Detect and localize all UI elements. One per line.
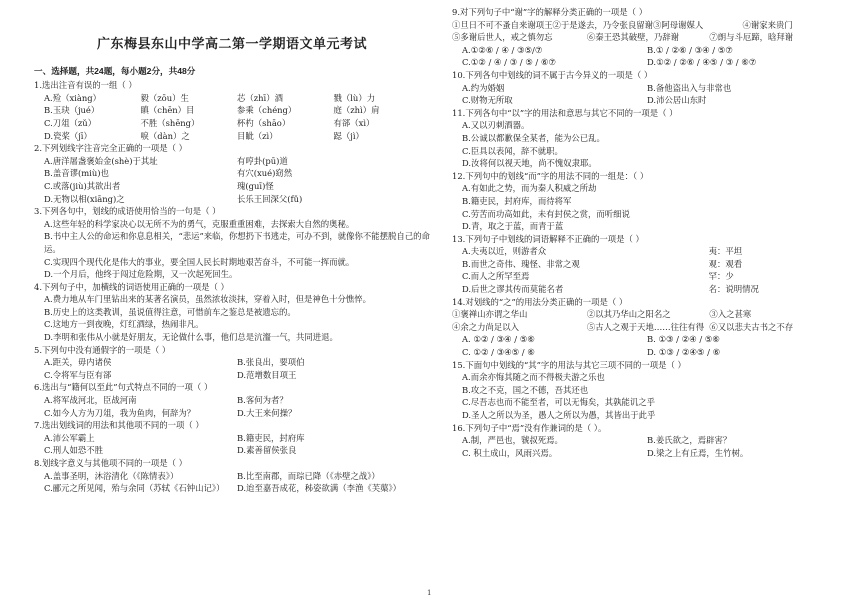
option: A.制，严邑也，虢叔死焉。 [462, 435, 563, 446]
option: B.客何为者？ [237, 395, 288, 406]
option: B.籍吏民，封府库 [237, 432, 305, 443]
question-stem: 7.选出划线词的用法和其他项不同的一项（ ） [34, 420, 204, 431]
item: ⑤多谢后世人，戒之慎勿忘 [452, 32, 553, 43]
option: 庭（zhì）肩 [333, 105, 380, 116]
item-row [452, 31, 832, 44]
item-row [452, 19, 832, 32]
option: C.如今人方为刀俎，我为鱼肉，何辞为？ [44, 407, 196, 418]
question-stem: 11.下列各句中“以”字的用法和意思与其它不同的一项是（ ） [452, 107, 678, 118]
option-row [452, 82, 832, 95]
option: B.姜氏欲之，焉辟害？ [647, 435, 732, 446]
question-5 [34, 344, 430, 382]
option: A.又以刃刺酒器。 [462, 120, 530, 131]
question-stem: 3.下列各句中，划线的成语使用恰当的一句是（ ） [34, 206, 221, 217]
page-number: 1 [427, 589, 432, 597]
question-stem: 6.选出与“籍何以至此”句式特点不同的一项（ ） [34, 382, 213, 393]
item: ⑥秦王恐其破壁，乃辞谢 [586, 32, 679, 43]
option: B.盖音谬(miù)也 [44, 168, 109, 179]
option-row [34, 432, 430, 445]
question-8 [34, 457, 430, 495]
option: A.距关，毋内诸侯 [44, 357, 112, 368]
option: 瞋（chēn）目 [140, 105, 195, 116]
option: 参乘（chéng） [237, 105, 297, 116]
option: B. ①③ / ②④ / ⑤⑥ [647, 334, 720, 345]
question-stem: 10.下列各句中划线的词不属于古今异义的一项是（ ） [452, 69, 653, 80]
option-gloss: 名：说明情况 [708, 284, 759, 295]
option: 芯（zhī）酒 [237, 92, 283, 103]
option: B.公诚以都歉保全某者，能为公已乱。 [462, 132, 605, 143]
option: C.郦元之所见闻，殆与余同（苏轼《石钟山记》） [44, 483, 225, 494]
option-gloss: 夷：平坦 [708, 246, 743, 257]
option: 有郤（xì） [333, 117, 375, 128]
option: B.张良出，要项伯 [237, 357, 305, 368]
question-stem: 1.选出注音有误的一组（ ） [34, 80, 137, 91]
option: D.沛公居山东时 [647, 95, 707, 106]
option: A.沛公军霸上 [44, 432, 95, 443]
question-stem: 8.划线字意义与其他项不同的一项是（ ） [34, 458, 188, 468]
option-row [452, 434, 832, 447]
option-row [34, 117, 430, 130]
option: 长乐王回深父(fǔ) [237, 193, 303, 204]
option: C. ①② / ③④⑤ / ⑥ [462, 347, 535, 358]
option: 跽（jì） [333, 130, 364, 141]
item: ⑦朗与斗厄蹄，晗拜谢 [709, 32, 794, 43]
question-16 [452, 422, 832, 460]
right-column [452, 0, 832, 459]
option: D.青，取之于蓝，而青于蓝 [462, 221, 564, 232]
option: D.瓷桨（jī） [44, 130, 92, 141]
question-3 [34, 205, 430, 281]
option-row [452, 56, 832, 69]
option-row [452, 270, 832, 283]
option: C. 积土成山，风雨兴焉。 [462, 447, 558, 458]
option-row [452, 258, 832, 271]
left-column [34, 0, 430, 495]
item: ①褒禅山亦谓之华山 [452, 309, 528, 320]
option: C.这地方一到夜晚，灯红酒绿，热闹非凡。 [44, 319, 204, 330]
option: 戮（lù）力 [333, 92, 376, 103]
option: 目眦（zì） [237, 130, 278, 141]
option: A. ①② / ③④ / ⑤⑥ [462, 334, 535, 345]
option-row [452, 94, 832, 107]
option: A.有如此之势，而为秦人积威之所劫 [462, 183, 597, 194]
option: A.夫夷以近，则游者众 [462, 246, 547, 257]
question-stem: 13.下列句子中划线的词语解释不正确的一项是（ ） [452, 233, 644, 244]
option-row [452, 447, 832, 460]
question-12 [452, 170, 832, 233]
question-14 [452, 296, 832, 359]
option: A.将军战河北，臣战河南 [44, 395, 137, 406]
option-row [34, 130, 430, 143]
option: C.刑人如恐不胜 [44, 445, 104, 456]
option: B.备他盗出入与非常也 [647, 82, 732, 93]
option-row [34, 155, 430, 168]
option: B.籍吏民，封府库，而待将军 [462, 195, 572, 206]
option: C.①② / ④ / ③ / ⑤ / ⑥⑦ [462, 57, 556, 68]
option: D.李明和张伟从小就是好朋友，无论做什么事，他们总是沆瀣一气，共同进退。 [44, 332, 338, 343]
option-row [34, 470, 430, 483]
question-stem: 12.下列句中的划线“而”字的用法不同的一组是：（ ） [452, 170, 649, 181]
option: A.而余亦悔其随之而不得极夫游之乐也 [462, 372, 605, 383]
option: A.这些年轻的科学家决心以无所不为的勇气，克服重重困难，去探索大自然的奥秘。 [44, 218, 355, 229]
option-row [34, 444, 430, 457]
item: ④谢家来贵门 [742, 19, 793, 30]
question-1 [34, 79, 430, 142]
item: ④余之力尚足以入 [452, 321, 519, 332]
question-7 [34, 419, 430, 457]
option-row [34, 394, 430, 407]
option-row [34, 356, 430, 369]
option: C.令将军与臣有郤 [44, 369, 112, 380]
question-10 [452, 69, 832, 107]
option-row [34, 167, 430, 180]
item: ⑥又以悲夫古书之不存 [709, 321, 794, 332]
option-row [34, 104, 430, 117]
option: B.历史上的这类教训，虽说值得注意，可惜前车之鉴总是被遗忘的。 [44, 306, 296, 317]
option: C.而人之所罕至焉 [462, 271, 530, 282]
item-row [452, 321, 832, 334]
option-row [34, 92, 430, 105]
option: A.费力地从车门里钻出来的某著名演员，虽然浓妆淡抹，穿着入时，但是神色十分憔悴。 [44, 294, 371, 305]
option: C.实现四个现代化是伟大的事业，要全国人民长时期地艰苦奋斗，不可能一挥而就。 [44, 256, 355, 267]
question-9 [452, 6, 832, 69]
item: ②于是遂去，乃令张良留谢 [552, 19, 653, 30]
question-stem: 14.对划线的“之”的用法分类正确的一项是（ ） [452, 296, 628, 307]
option-gloss: 罕：少 [708, 271, 734, 282]
option: D.汝将何以视天地，尚不愧奴隶耶。 [462, 158, 597, 169]
item-row [452, 308, 832, 321]
option: A.约为婚姻 [462, 82, 505, 93]
option: A.盖事圣明，沐浴清化（《陈情表》） [44, 470, 179, 481]
question-15 [452, 359, 832, 422]
option: B.书中主人公的命运和你息息相关，“悲运”来临，你想扔下书逃走，可办不到，就像你不能摆脱自己的命运。 [44, 231, 430, 254]
option-row [34, 193, 430, 206]
option: A.殓（xiàng） [44, 92, 101, 103]
option: D.①② / ②⑥ / ④⑤ / ③ / ⑥⑦ [647, 57, 757, 68]
question-13 [452, 233, 832, 296]
item: ②以其乃华山之阳名之 [586, 309, 671, 320]
option: 有穴(xué)窈然 [237, 168, 293, 179]
question-6 [34, 381, 430, 419]
option: 杯杓（shāo） [237, 117, 291, 128]
question-11 [452, 107, 832, 170]
option: C.尽吾志也而不能至者，可以无悔矣，其孰能讥之乎 [462, 397, 656, 408]
section-heading: 一、选择题，共24题，每小题2分，共48分 [34, 65, 196, 76]
option: 瑰(guī)怪 [237, 180, 274, 191]
item: ⑤古人之观于天地……往往有得 [586, 321, 705, 332]
option: D.大王来何操？ [237, 407, 297, 418]
option: D.迨至嘉吾成花，秭姿欲满（李渔《芙蕖》） [237, 483, 402, 494]
option: D.后世之谬其传而莫能名者 [462, 284, 564, 295]
option-row [34, 407, 430, 420]
option-row [452, 245, 832, 258]
option: D.梁之上有丘焉，生竹树。 [647, 447, 749, 458]
option: D.圣人之所以为圣，愚人之所以为愚，其皆出于此乎 [462, 410, 656, 420]
option-row [34, 180, 430, 193]
option: D.无物以相(xiāng)之 [44, 193, 125, 204]
question-stem: 15.下面句中划线的“其”字的用法与其它三项不同的一项是（ ） [452, 359, 686, 370]
option: 不胜（shēng） [140, 117, 200, 128]
option: D. ①③ / ②④⑤ / ⑥ [647, 347, 721, 358]
item: ③入之甚寒 [709, 309, 752, 320]
item: ①旦日不可不蚤自来谢项王 [452, 19, 553, 30]
option: C.刀俎（zǔ） [44, 117, 97, 128]
option: B.① / ②⑥ / ③④ / ⑤⑦ [647, 44, 733, 55]
question-4 [34, 281, 430, 344]
question-stem: 2.下列划线字注音完全正确的一项是（ ） [34, 143, 188, 154]
option: B.玉玦（jué） [44, 105, 100, 116]
question-stem: 4.下列句子中，加横线的词语使用正确的一项是（ ） [34, 281, 229, 292]
option: 有哼卦(pū)道 [237, 155, 288, 166]
option: A.唐洋屠盏褒始金(shè)于其址 [44, 155, 158, 166]
option: B.比至南郡，而琮已降（《赤壁之战》） [237, 470, 380, 481]
option: C.臣具以表闻，辞不就职。 [462, 145, 563, 156]
question-stem: 9.对下列句子中“谢”字的解释分类正确的一项是（ ） [452, 7, 648, 17]
option-row [452, 333, 832, 346]
item: ③阿母谢媒人 [653, 19, 704, 30]
option-row [452, 44, 832, 57]
option: A.①②⑥ / ④ / ③⑤/⑦ [462, 44, 543, 55]
option: 毅（zōu）生 [140, 92, 189, 103]
option-gloss: 观：观看 [708, 258, 743, 269]
option: 唳（dàn）之 [140, 130, 190, 141]
option: B.而世之奇伟、瑰怪、非常之观 [462, 258, 580, 269]
option: B.攻之不克，国之不德，吾其还也 [462, 384, 589, 395]
option: D.范增数目项王 [237, 369, 297, 380]
option: D.素善留侯张良 [237, 445, 297, 456]
option: C.或落(jiù)其欲出者 [44, 180, 121, 191]
question-stem: 5.下列句中没有通假字的一项是（ ） [34, 344, 171, 355]
option-row [34, 369, 430, 382]
option-row [34, 482, 430, 495]
option-row [452, 346, 832, 359]
question-2 [34, 142, 430, 205]
option: C.劳苦而功高如此，未有封侯之赏，而听细说 [462, 208, 630, 219]
option-row [452, 283, 832, 296]
option: C.财物无所取 [462, 95, 513, 106]
option: D.一个月后，他终于闯过危险期，又一次起死回生。 [44, 269, 238, 280]
question-stem: 16.下列句子中“焉”没有作兼词的是（ ）。 [452, 422, 607, 433]
exam-title: 广东梅县东山中学高二第一学期语文单元考试 [96, 36, 367, 51]
